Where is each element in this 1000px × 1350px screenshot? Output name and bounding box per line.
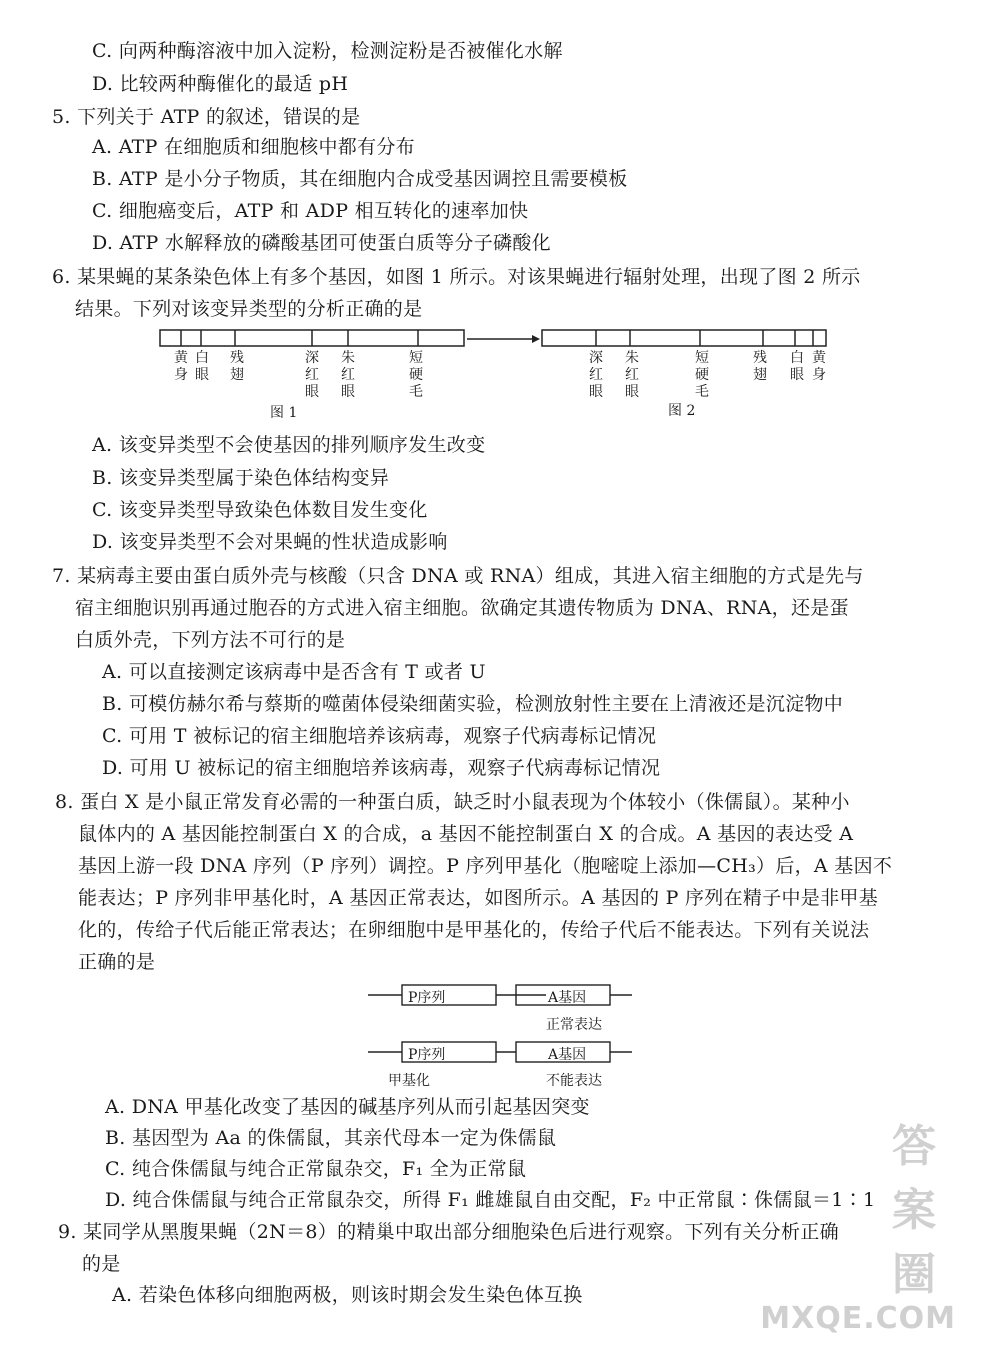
q7-option-a: A. 可以直接测定该病毒中是否含有 T 或者 U	[102, 661, 486, 683]
q6-option-c: C. 该变异类型导致染色体数目发生变化	[92, 499, 428, 521]
q4-option-c: C. 向两种酶溶液中加入淀粉，检测淀粉是否被催化水解	[92, 40, 563, 62]
q9-stem-line1: 9. 某同学从黑腹果蝇（2N＝8）的精巢中取出部分细胞染色后进行观察。下列有关分析正确	[58, 1221, 839, 1243]
p-sequence-box-label: P序列	[408, 990, 446, 1006]
p-sequence-box-label-2: P序列	[408, 1047, 446, 1063]
q6-stem-line1: 6. 某果蝇的某条染色体上有多个基因，如图 1 所示。对该果蝇进行辐射处理，出现了图 2 所示	[52, 266, 861, 288]
gene-label: 黄 身	[812, 350, 826, 383]
q5-option-a: A. ATP 在细胞质和细胞核中都有分布	[92, 136, 415, 158]
chromosome-fig1	[160, 330, 464, 346]
gene-label: 白 眼	[790, 350, 804, 383]
chromosome-figure	[0, 322, 1000, 422]
no-expression-label: 不能表达	[546, 1073, 602, 1089]
a-gene-box-label: A基因	[548, 990, 587, 1006]
normal-expression-label: 正常表达	[546, 1017, 602, 1033]
watermark-text-bottom: MXQE.COM	[760, 1301, 956, 1336]
q7-stem-line1: 7. 某病毒主要由蛋白质外壳与核酸（只含 DNA 或 RNA）组成，其进入宿主细胞的方式是先与	[52, 565, 864, 587]
gene-label: 短 硬 毛	[695, 350, 709, 400]
q7-stem-line3: 白质外壳，下列方法不可行的是	[75, 629, 346, 651]
q7-option-d: D. 可用 U 被标记的宿主细胞培养该病毒，观察子代病毒标记情况	[102, 757, 661, 779]
q5-option-d: D. ATP 水解释放的磷酸基团可使蛋白质等分子磷酸化	[92, 232, 551, 254]
chromosome-fig2	[542, 330, 826, 346]
q8-stem-line2: 鼠体内的 A 基因能控制蛋白 X 的合成，a 基因不能控制蛋白 X 的合成。A 基因的表达受 A	[78, 823, 854, 845]
q8-option-a: A. DNA 甲基化改变了基因的碱基序列从而引起基因突变	[105, 1096, 590, 1118]
q9-option-a: A. 若染色体移向细胞两极，则该时期会发生染色体互换	[112, 1284, 583, 1306]
arrow-icon	[467, 335, 540, 343]
gene-label: 残 翅	[753, 350, 767, 383]
q5-option-b: B. ATP 是小分子物质，其在细胞内合成受基因调控且需要模板	[92, 168, 628, 190]
gene-label: 白 眼	[195, 350, 209, 383]
q8-stem-line3: 基因上游一段 DNA 序列（P 序列）调控。P 序列甲基化（胞嘧啶上添加—CH₃）后，A 基因不	[78, 855, 893, 877]
figure-1-caption: 图 1	[270, 405, 298, 421]
q7-option-b: B. 可模仿赫尔希与蔡斯的噬菌体侵染细菌实验，检测放射性主要在上清液还是沉淀物中	[102, 693, 844, 715]
q8-option-c: C. 纯合侏儒鼠与纯合正常鼠杂交，F₁ 全为正常鼠	[105, 1158, 527, 1180]
q5-option-c: C. 细胞癌变后，ATP 和 ADP 相互转化的速率加快	[92, 200, 529, 222]
q8-stem-line6: 正确的是	[78, 951, 156, 973]
q8-stem-line5: 化的，传给子代后能正常表达；在卵细胞中是甲基化的，传给子代后不能表达。下列有关说法	[78, 919, 870, 941]
gene-label: 朱 红 眼	[341, 350, 355, 400]
gene-label: 残 翅	[230, 350, 244, 383]
q6-option-d: D. 该变异类型不会对果蝇的性状造成影响	[92, 531, 448, 553]
methylation-label: 甲基化	[388, 1073, 430, 1089]
gene-label: 黄 身	[174, 350, 188, 383]
q4-option-d: D. 比较两种酶催化的最适 pH	[92, 73, 349, 95]
q5-stem: 5. 下列关于 ATP 的叙述，错误的是	[52, 106, 361, 128]
q8-option-b: B. 基因型为 Aa 的侏儒鼠，其亲代母本一定为侏儒鼠	[105, 1127, 557, 1149]
q8-option-d: D. 纯合侏儒鼠与纯合正常鼠杂交，所得 F₁ 雌雄鼠自由交配，F₂ 中正常鼠∶侏儒鼠＝1∶1	[105, 1189, 876, 1211]
watermark-text-top: 答案圈	[892, 1121, 938, 1300]
q7-stem-line2: 宿主细胞识别再通过胞吞的方式进入宿主细胞。欲确定其遗传物质为 DNA、RNA，还是蛋	[75, 597, 849, 619]
gene-label: 朱 红 眼	[625, 350, 639, 400]
gene-label: 短 硬 毛	[409, 350, 423, 400]
q8-stem-line4: 能表达；P 序列非甲基化时，A 基因正常表达，如图所示。A 基因的 P 序列在精子中是非甲基	[78, 887, 879, 909]
gene-label: 深 红 眼	[589, 350, 603, 400]
a-gene-box-label-2: A基因	[548, 1047, 587, 1063]
q6-option-a: A. 该变异类型不会使基因的排列顺序发生改变	[92, 434, 486, 456]
q6-option-b: B. 该变异类型属于染色体结构变异	[92, 467, 390, 489]
figure-2-caption: 图 2	[668, 403, 696, 419]
q6-stem-line2: 结果。下列对该变异类型的分析正确的是	[75, 298, 423, 320]
q9-stem-line2: 的是	[82, 1253, 121, 1275]
q8-stem-line1: 8. 蛋白 X 是小鼠正常发育必需的一种蛋白质，缺乏时小鼠表现为个体较小（侏儒鼠）。某种小	[55, 791, 850, 813]
q7-option-c: C. 可用 T 被标记的宿主细胞培养该病毒，观察子代病毒标记情况	[102, 725, 657, 747]
gene-label: 深 红 眼	[305, 350, 319, 400]
